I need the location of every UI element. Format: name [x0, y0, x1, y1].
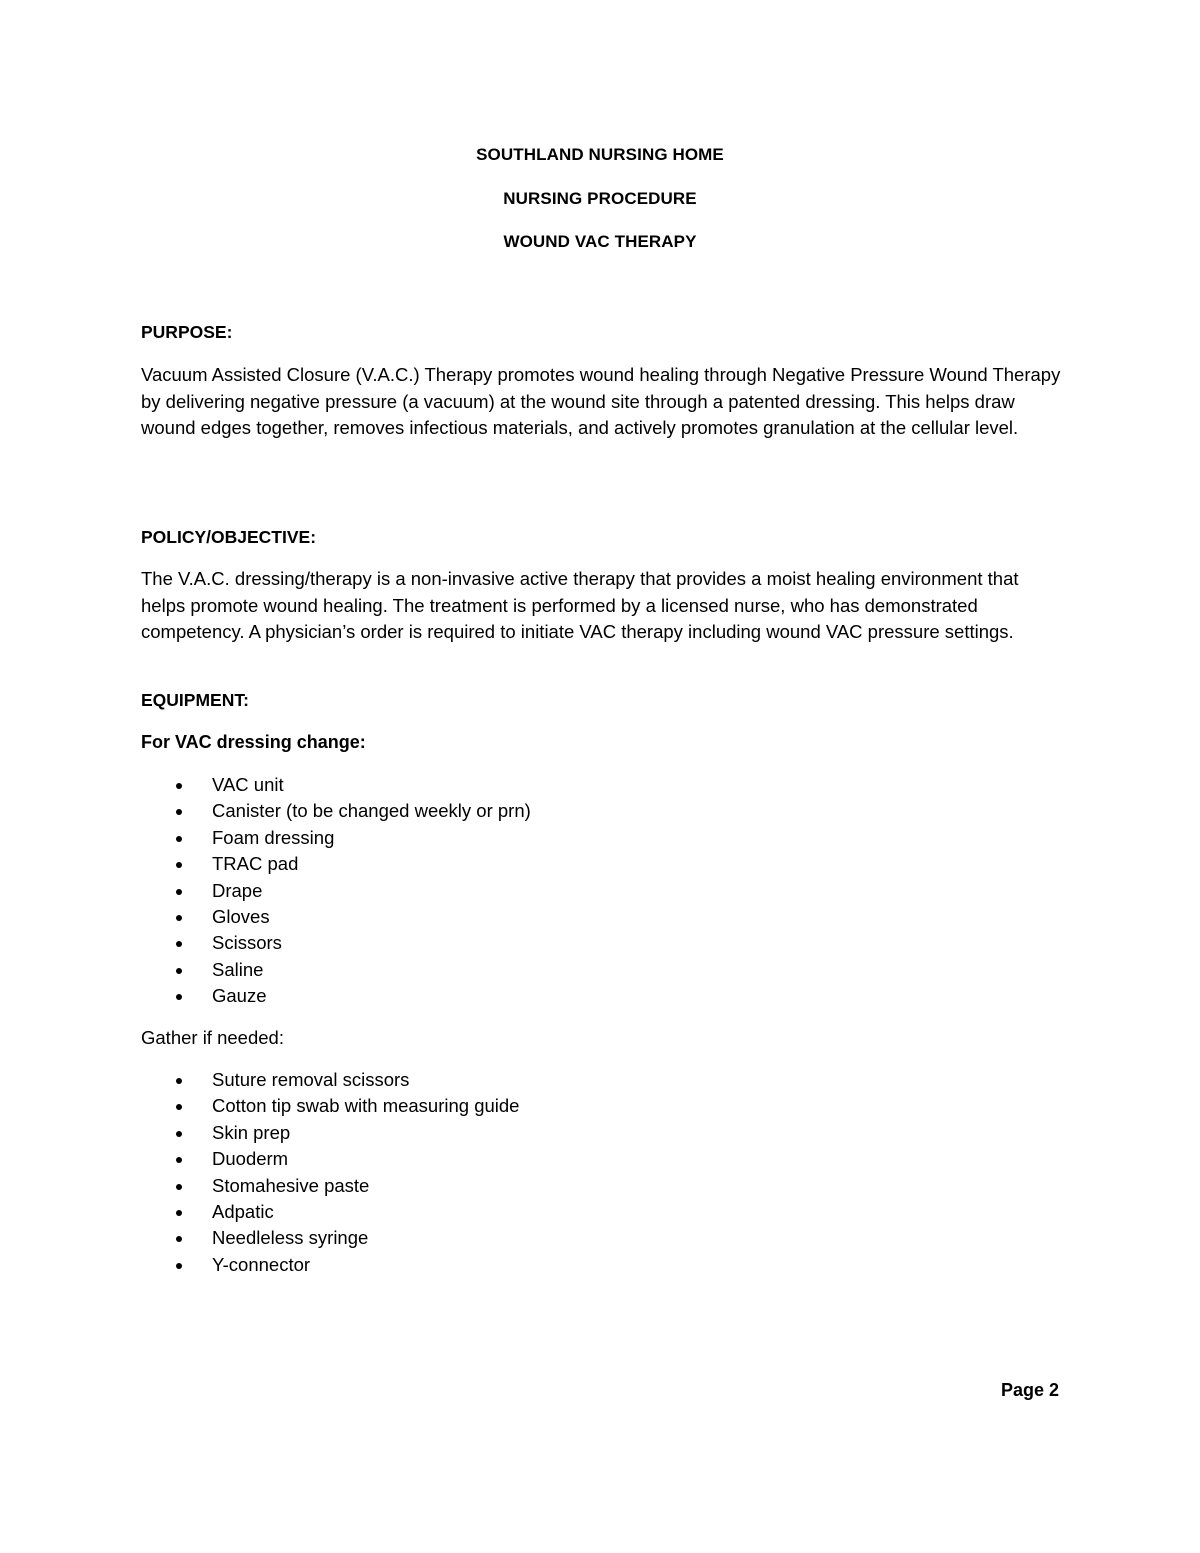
list-item-label: Skin prep	[212, 1121, 291, 1143]
bullet-icon	[176, 889, 182, 895]
list-item-label: Gloves	[212, 905, 270, 927]
purpose-paragraph: Vacuum Assisted Closure (V.A.C.) Therapy promotes wound healing through Negative Pressure Wound Therapy by delivering negative pressure (a vacuum) at the wound site through a patented dressing. This helps draw wound edges together, removes infectious materials, and actively promotes granulation at the cellular level.	[141, 364, 1061, 438]
list-item-label: Canister (to be changed weekly or prn)	[212, 800, 531, 822]
bullet-icon	[176, 1210, 182, 1216]
bullet-icon	[176, 941, 182, 947]
list-item	[141, 1093, 519, 1119]
bullet-icon	[176, 1236, 182, 1242]
list-item	[141, 983, 531, 1009]
list-item	[141, 1199, 519, 1225]
dressing-change-heading: For VAC dressing change:	[141, 732, 366, 752]
bullet-icon	[176, 994, 182, 1000]
list-item-label: Y-connector	[212, 1253, 311, 1275]
purpose-heading: PURPOSE:	[141, 322, 233, 342]
list-item-label: Duoderm	[212, 1148, 289, 1170]
bullet-icon	[176, 1078, 182, 1084]
list-item	[141, 825, 531, 851]
list-item	[141, 851, 531, 877]
bullet-icon	[176, 836, 182, 842]
document-type-title: NURSING PROCEDURE	[503, 189, 697, 208]
bullet-icon	[176, 915, 182, 921]
list-item-label: Stomahesive paste	[212, 1174, 370, 1196]
list-item	[141, 1067, 519, 1093]
bullet-icon	[176, 968, 182, 974]
policy-heading: POLICY/OBJECTIVE:	[141, 527, 317, 547]
list-item-label: Adpatic	[212, 1200, 274, 1222]
policy-paragraph: The V.A.C. dressing/therapy is a non-invasive active therapy that provides a moist healing environment that helps promote wound healing. The treatment is performed by a licensed nurse, who has demonstrated competency. A physician’s order is required to initiate VAC therapy including wound VAC pressure settings.	[141, 568, 1019, 642]
list-item	[141, 1120, 519, 1146]
bullet-icon	[176, 1104, 182, 1110]
list-item-label: Needleless syringe	[212, 1227, 369, 1249]
bullet-icon	[176, 1157, 182, 1163]
bullet-icon	[176, 862, 182, 868]
dressing-change-list	[141, 772, 531, 1010]
list-item-label: Foam dressing	[212, 826, 335, 848]
list-item-label: Scissors	[212, 932, 282, 954]
page-number: Page 2	[1000, 1380, 1059, 1400]
list-item	[141, 772, 531, 798]
list-item	[141, 878, 531, 904]
bullet-icon	[176, 1184, 182, 1190]
bullet-icon	[176, 809, 182, 815]
list-item-label: VAC unit	[212, 774, 284, 795]
list-item-label: Gauze	[212, 985, 267, 1007]
list-item	[141, 957, 531, 983]
bullet-icon	[176, 783, 182, 789]
list-item	[141, 930, 531, 956]
bullet-icon	[176, 1263, 182, 1269]
equipment-heading: EQUIPMENT:	[141, 690, 249, 710]
list-item	[141, 904, 531, 930]
list-item	[141, 798, 531, 824]
list-item-label: Cotton tip swab with measuring guide	[212, 1095, 520, 1117]
gather-list	[141, 1067, 519, 1278]
list-item-label: Suture removal scissors	[212, 1069, 410, 1090]
list-item	[141, 1225, 519, 1251]
list-item-label: TRAC pad	[212, 853, 299, 875]
list-item-label: Drape	[212, 879, 263, 901]
list-item-label: Saline	[212, 958, 264, 980]
list-item	[141, 1173, 519, 1199]
list-item	[141, 1146, 519, 1172]
organization-title: SOUTHLAND NURSING HOME	[476, 145, 724, 164]
bullet-icon	[176, 1131, 182, 1137]
gather-heading: Gather if needed:	[141, 1027, 284, 1048]
list-item	[141, 1252, 519, 1278]
procedure-title: WOUND VAC THERAPY	[503, 232, 697, 251]
